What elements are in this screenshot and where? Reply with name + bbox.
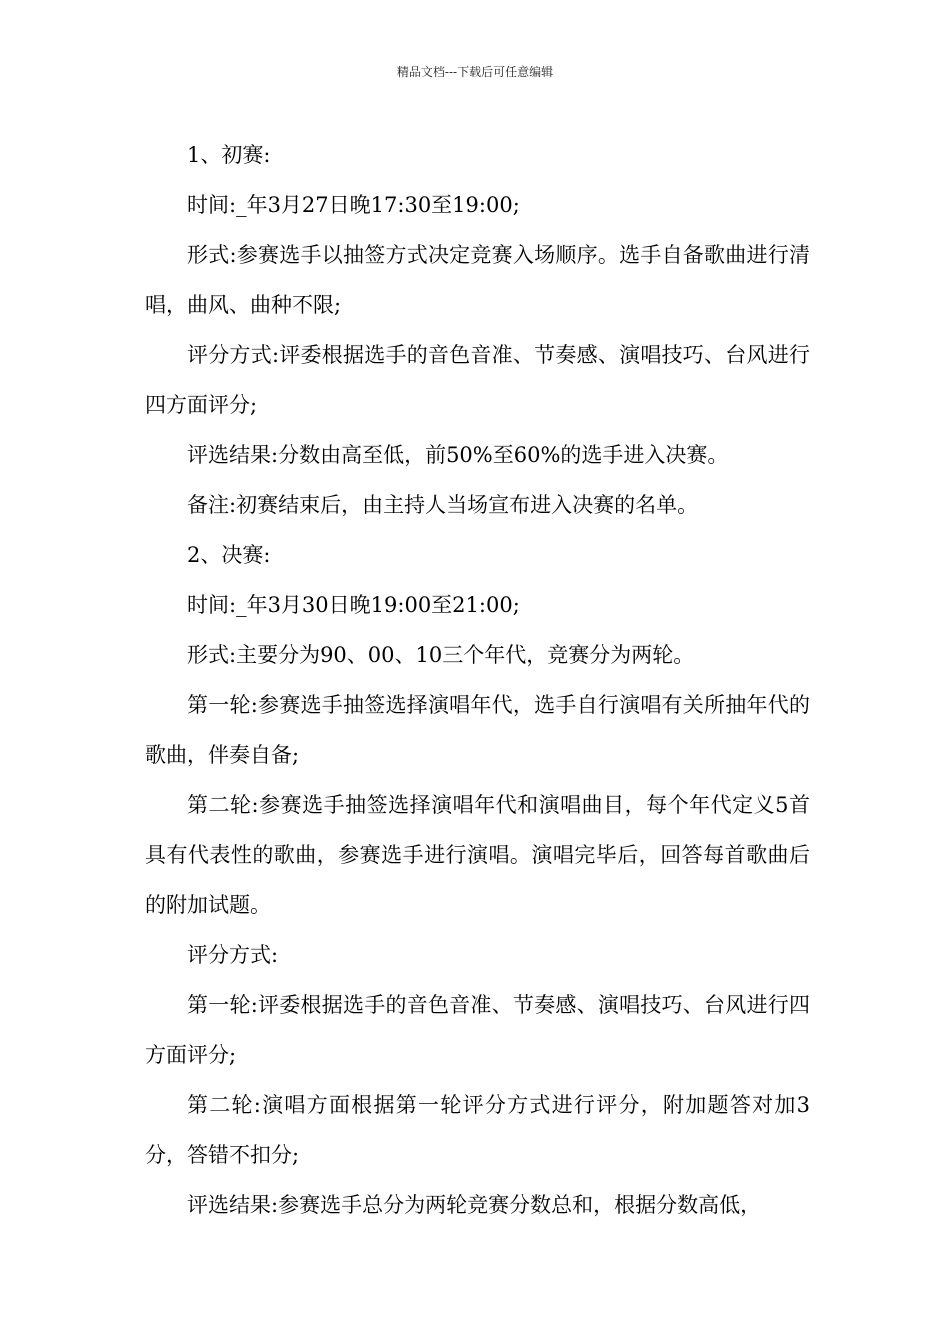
paragraph-final-heading: 2、决赛: — [187, 543, 271, 567]
paragraph-prelim-result: 评选结果:分数由高至低，前50%至60%的选手进入决赛。 — [187, 443, 729, 467]
document-body — [145, 130, 810, 1230]
paragraph-final-scoring-round-two: 第二轮:演唱方面根据第一轮评分方式进行评分，附加题答对加3分，答错不扣分; — [145, 1093, 810, 1167]
paragraph-prelim-time: 时间:_年3月27日晚17:30至19:00; — [187, 193, 520, 217]
paragraph-prelim-format: 形式:参赛选手以抽签方式决定竞赛入场顺序。选手自备歌曲进行清唱，曲风、曲种不限; — [145, 243, 810, 317]
paragraph-prelim-note: 备注:初赛结束后，由主持人当场宣布进入决赛的名单。 — [187, 493, 699, 517]
paragraph-final-time: 时间:_年3月30日晚19:00至21:00; — [187, 593, 520, 617]
paragraph-final-scoring-heading: 评分方式: — [187, 943, 279, 967]
paragraph-prelim-scoring: 评分方式:评委根据选手的音色音准、节奏感、演唱技巧、台风进行四方面评分; — [145, 343, 810, 417]
paragraph-final-round-two: 第二轮:参赛选手抽签选择演唱年代和演唱曲目，每个年代定义5首具有代表性的歌曲，参赛选手进行演唱。演唱完毕后，回答每首歌曲后的附加试题。 — [145, 793, 810, 917]
paragraph-final-result: 评选结果:参赛选手总分为两轮竞赛分数总和，根据分数高低， — [187, 1193, 762, 1217]
paragraph-final-format: 形式:主要分为90、00、10三个年代，竞赛分为两轮。 — [187, 643, 695, 667]
paragraph-final-scoring-round-one: 第一轮:评委根据选手的音色音准、节奏感、演唱技巧、台风进行四方面评分; — [145, 993, 810, 1067]
page-header: 精品文档---下载后可任意编辑 — [396, 65, 554, 79]
paragraph-prelim-heading: 1、初赛: — [187, 143, 271, 167]
paragraph-final-round-one: 第一轮:参赛选手抽签选择演唱年代，选手自行演唱有关所抽年代的歌曲，伴奏自备; — [145, 693, 810, 767]
